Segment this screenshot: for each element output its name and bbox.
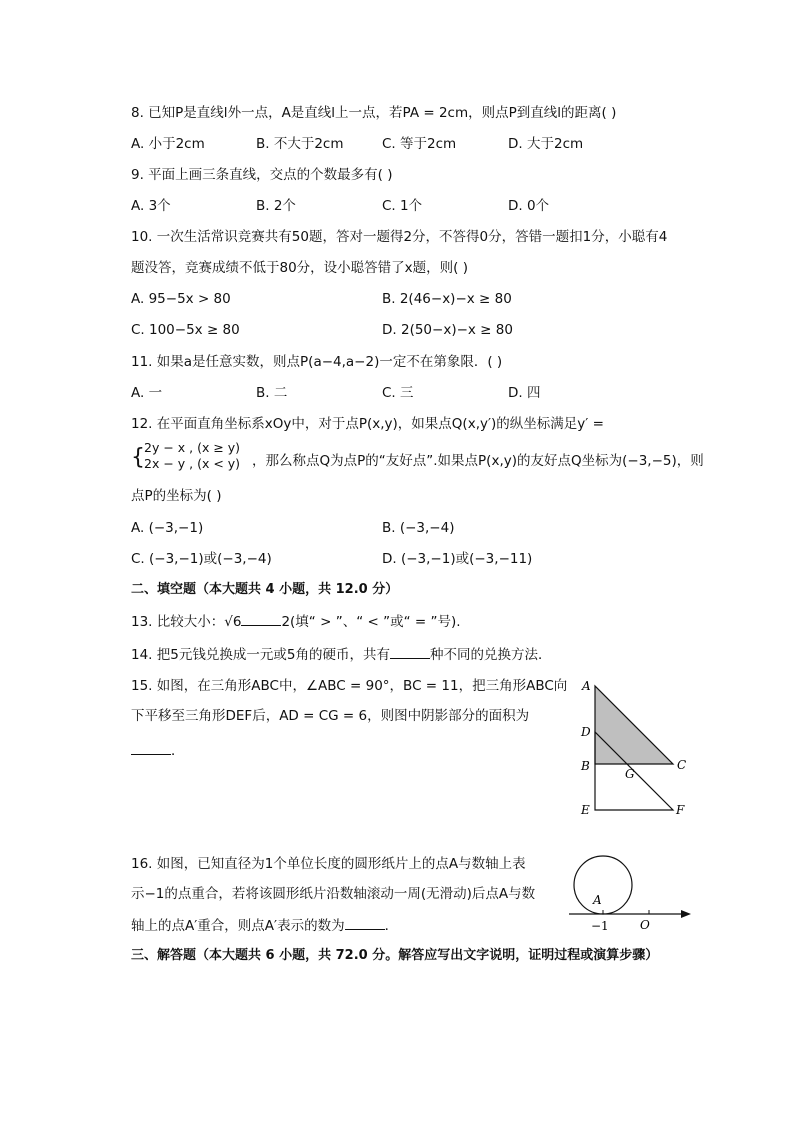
label-e: E <box>581 803 590 817</box>
q10-stem-line1: 10. 一次生活常识竞赛共有50题，答对一题得2分，不答得0分，答错一题扣1分，小聪有4 <box>131 229 668 245</box>
q10-stem-line2: 题没答，竞赛成绩不低于80分，设小聪答错了x题，则( ) <box>131 260 468 276</box>
q14-answer-blank[interactable] <box>390 644 430 659</box>
q8-option-d: D. 大于2cm <box>508 136 584 152</box>
q10-option-b: B. 2(46−x)−x ≥ 80 <box>382 291 512 307</box>
q10-option-d: D. 2(50−x)−x ≥ 80 <box>382 322 513 338</box>
label-minus-one: −1 <box>591 919 609 933</box>
q9-option-d: D. 0个 <box>508 198 550 214</box>
q16-line3-post: ． <box>384 918 399 934</box>
q14-text-post: 种不同的兑换方法． <box>429 647 552 663</box>
q9-option-b: B. 2个 <box>256 198 296 214</box>
q12-option-d: D. (−3,−1)或(−3,−11) <box>382 551 533 567</box>
q16-answer-blank[interactable] <box>345 915 385 930</box>
label-f: F <box>676 803 685 817</box>
q11-option-a: A. 一 <box>131 385 163 401</box>
q13-text-pre: 13. 比较大小：√6 <box>131 614 242 630</box>
rolling-circle <box>574 856 632 914</box>
q12-stem-line1: 12. 在平面直角坐标系xOy中，对于点P(x,y)，如果点Q(x,y′)的纵坐标满足y′ = <box>131 416 604 432</box>
q9-stem: 9. 平面上画三条直线，交点的个数最多有( ) <box>131 167 393 183</box>
section-3-heading: 三、解答题（本大题共 6 小题，共 72.0 分。解答应写出文字说明，证明过程或演算步骤） <box>131 948 659 963</box>
q12-stem-line2: ，那么称点Q为点P的“友好点”.如果点P(x,y)的友好点Q坐标为(−3,−5)，则 <box>252 453 704 469</box>
label-d: D <box>581 725 591 739</box>
q11-option-c: C. 三 <box>382 385 414 401</box>
q12-option-a: A. (−3,−1) <box>131 520 204 536</box>
q11-option-b: B. 二 <box>256 385 288 401</box>
q9-option-a: A. 3个 <box>131 198 171 214</box>
label-point-a: A <box>593 893 602 907</box>
q14-text-pre: 14. 把5元钱兑换成一元或5角的硬币，共有 <box>131 647 390 663</box>
q15-line1: 15. 如图，在三角形ABC中，∠ABC = 90°，BC = 11，把三角形ABC向 <box>131 678 568 694</box>
q16-line2: 示−1的点重合，若将该圆形纸片沿数轴滚动一周(无滑动)后点A与数 <box>131 886 536 902</box>
label-g: G <box>625 767 635 781</box>
q10-option-a: A. 95−5x > 80 <box>131 291 231 307</box>
q15-triangle-figure <box>575 676 700 821</box>
q16-number-line-figure <box>565 852 695 937</box>
section-2-heading: 二、填空题（本大题共 4 小题，共 12.0 分） <box>131 582 399 597</box>
label-c: C <box>677 758 687 772</box>
q13-text-post: 2(填“ > ”、“ < ”或“ = ”号). <box>281 614 461 630</box>
q8-option-c: C. 等于2cm <box>382 136 457 152</box>
q15-line2: 下平移至三角形DEF后，AD = CG = 6，则图中阴影部分的面积为 <box>131 708 530 724</box>
q11-option-d: D. 四 <box>508 385 541 401</box>
q12-case1: 2y − x , (x ≥ y) <box>144 440 241 455</box>
q8-option-a: A. 小于2cm <box>131 136 205 152</box>
q12-case-brace: { <box>131 445 145 470</box>
label-origin: O <box>640 918 650 932</box>
q13 <box>131 611 461 632</box>
q16-line1: 16. 如图，已知直径为1个单位长度的圆形纸片上的点A与数轴上表 <box>131 856 526 872</box>
q10-option-c: C. 100−5x ≥ 80 <box>131 322 240 338</box>
q16-line3-pre: 轴上的点A′重合，则点A′表示的数为 <box>131 918 345 934</box>
label-b: B <box>581 759 590 773</box>
q12-stem-line3: 点P的坐标为( ) <box>131 488 222 504</box>
q12-option-c: C. (−3,−1)或(−3,−4) <box>131 551 272 567</box>
q12-case2: 2x − y , (x < y) <box>144 456 241 471</box>
q14 <box>131 644 551 665</box>
q15-line3-tail: ． <box>171 743 185 759</box>
q13-answer-blank[interactable] <box>241 611 281 626</box>
q8-stem: 8. 已知P是直线l外一点，A是直线l上一点，若PA = 2cm，则点P到直线l的距离( ) <box>131 105 617 121</box>
q11-stem: 11. 如果a是任意实数，则点P(a−4,a−2)一定不在第象限．( ) <box>131 354 503 370</box>
q15-line3 <box>131 740 185 761</box>
q15-answer-blank[interactable] <box>131 740 171 755</box>
label-a: A <box>582 679 591 693</box>
q9-option-c: C. 1个 <box>382 198 423 214</box>
q16-line3 <box>131 915 398 936</box>
axis-arrow-icon <box>681 910 691 918</box>
q12-option-b: B. (−3,−4) <box>382 520 455 536</box>
q8-option-b: B. 不大于2cm <box>256 136 344 152</box>
